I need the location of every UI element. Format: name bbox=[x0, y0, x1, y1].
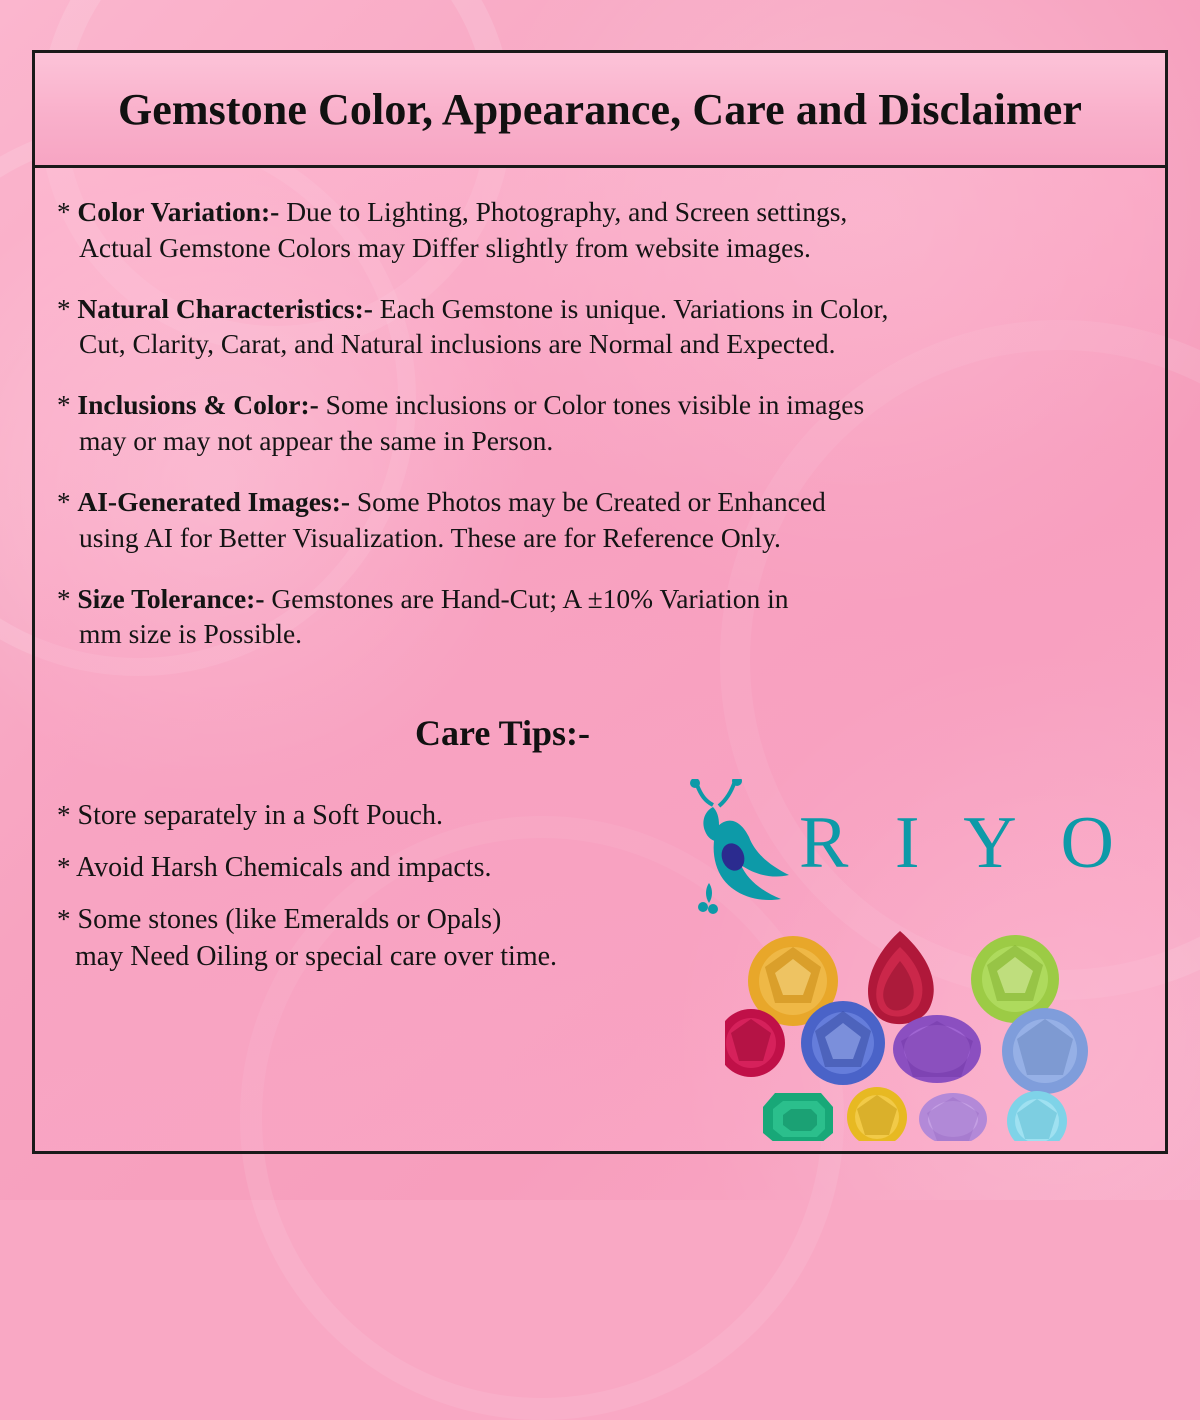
aquamarine-round bbox=[1007, 1091, 1067, 1141]
bullet-star-icon: * bbox=[57, 197, 71, 227]
gemstone-cluster-icon bbox=[725, 921, 1145, 1141]
disclaimer-item-lead: Color Variation:- bbox=[77, 196, 280, 227]
iolite-round bbox=[1002, 1008, 1088, 1094]
disclaimer-item-text-2: Actual Gemstone Colors may Differ slightly from website images. bbox=[79, 231, 811, 263]
pear-garnet bbox=[868, 931, 934, 1024]
care-item-text: Some stones (like Emeralds or Opals) bbox=[77, 904, 502, 936]
disclaimer-item-lead: Size Tolerance:- bbox=[77, 582, 265, 614]
disclaimer-item-lead: Natural Characteristics:- bbox=[77, 292, 373, 324]
disclaimer-item-text-2: may or may not appear the same in Person. bbox=[79, 425, 554, 457]
disclaimer-item bbox=[57, 484, 1139, 555]
page-title: Gemstone Color, Appearance, Care and Disclaimer bbox=[117, 84, 1083, 134]
disclaimer-item-lead: AI-Generated Images:- bbox=[77, 486, 351, 518]
disclaimer-card bbox=[32, 50, 1168, 1154]
disclaimer-item-text-2: Cut, Clarity, Carat, and Natural inclusions are Normal and Expected. bbox=[79, 328, 836, 360]
care-tips-header-row bbox=[57, 678, 1139, 794]
disclaimer-item-text: Some inclusions or Color tones visible in images bbox=[318, 389, 865, 421]
title-band bbox=[35, 53, 1165, 168]
list-item bbox=[57, 798, 757, 834]
list-item bbox=[57, 850, 757, 886]
care-item-text: Store separately in a Soft Pouch. bbox=[77, 799, 443, 831]
bullet-star-icon: * bbox=[57, 799, 71, 830]
brand-name: R I Y O bbox=[799, 802, 1128, 884]
yellow-sapphire-round bbox=[847, 1087, 907, 1141]
care-tips-label: Care Tips:- bbox=[415, 712, 591, 753]
disclaimer-item-text-2: using AI for Better Visualization. These are for Reference Only. bbox=[79, 521, 781, 553]
care-item-text-2: may Need Oiling or special care over time. bbox=[75, 940, 558, 972]
list-item bbox=[57, 902, 757, 975]
disclaimer-item-text: Gemstones are Hand-Cut; A ±10% Variation in bbox=[264, 582, 789, 614]
disclaimer-item-lead: Inclusions & Color:- bbox=[77, 389, 319, 421]
disclaimer-item bbox=[57, 194, 1139, 265]
amethyst-oval bbox=[893, 1015, 981, 1083]
bullet-star-icon: * bbox=[57, 583, 71, 614]
disclaimer-item bbox=[57, 581, 1139, 652]
sapphire-round bbox=[801, 1001, 885, 1085]
disclaimer-item-text: Due to Lighting, Photography, and Screen settings, bbox=[279, 196, 848, 227]
bullet-star-icon: * bbox=[57, 293, 71, 324]
bullet-star-icon: * bbox=[57, 390, 71, 421]
disclaimer-item bbox=[57, 291, 1139, 362]
disclaimer-item-text-2: mm size is Possible. bbox=[79, 618, 303, 650]
disclaimer-item bbox=[57, 387, 1139, 458]
emerald-emerald-cut bbox=[763, 1093, 833, 1141]
disclaimer-item-text: Some Photos may be Created or Enhanced bbox=[350, 486, 826, 518]
disclaimer-item-text: Each Gemstone is unique. Variations in Color, bbox=[372, 292, 889, 324]
bullet-star-icon: * bbox=[57, 904, 71, 935]
care-item-text: Avoid Harsh Chemicals and impacts. bbox=[75, 852, 492, 884]
brand-logo bbox=[661, 779, 1131, 919]
bullet-star-icon: * bbox=[57, 487, 71, 518]
bullet-star-icon: * bbox=[57, 852, 71, 883]
light-amethyst-oval bbox=[919, 1093, 987, 1141]
